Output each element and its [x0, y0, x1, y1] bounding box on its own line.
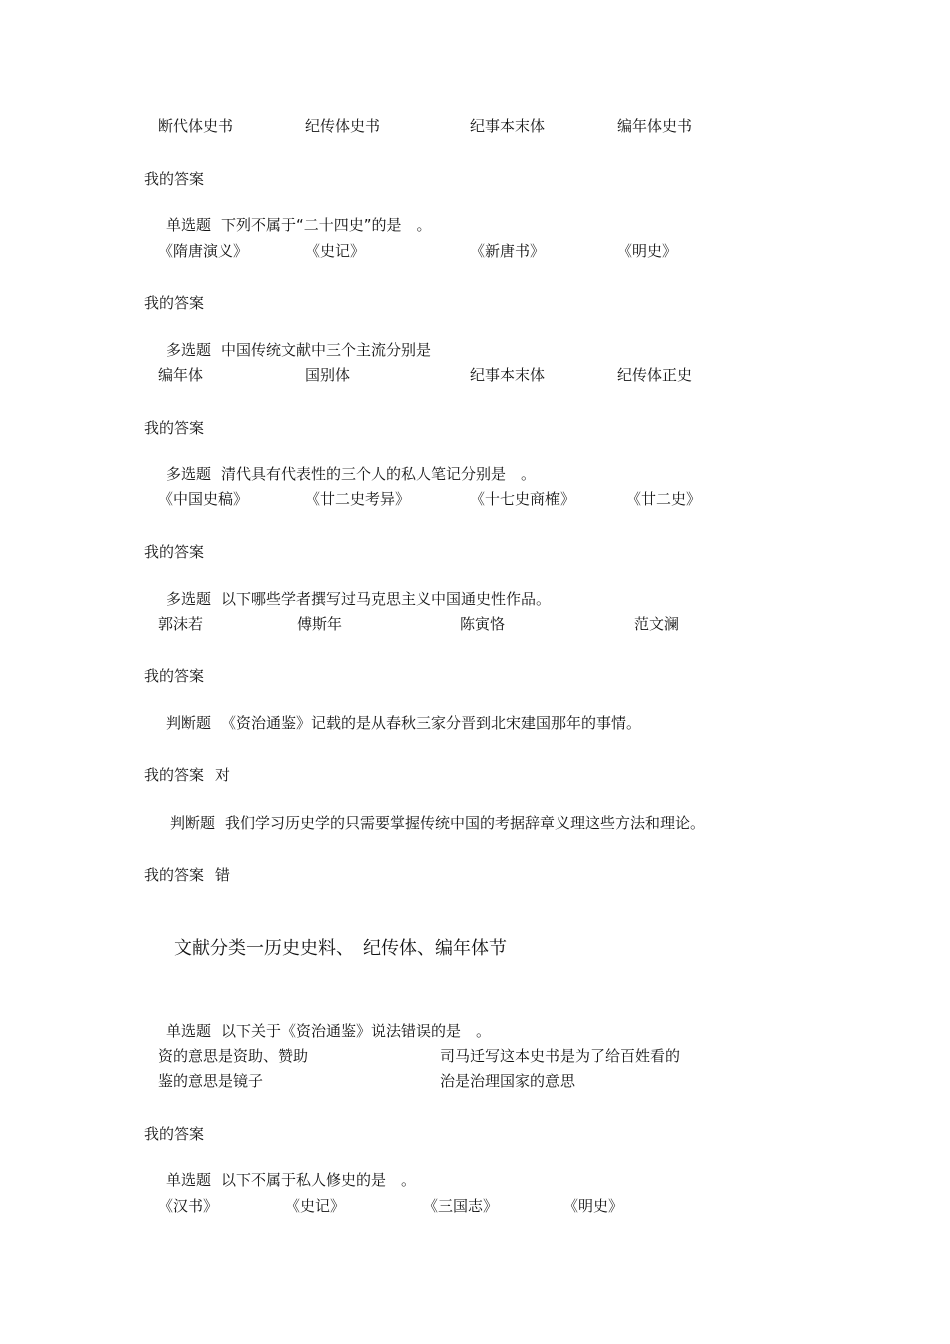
question-type: 多选题 — [166, 341, 212, 359]
option-d[interactable]: 编年体史书 — [617, 117, 693, 135]
option-b[interactable]: 《廿二史考异》 — [305, 490, 411, 508]
option-b[interactable]: 傅斯年 — [297, 615, 343, 633]
answer-label: 我的答案 — [144, 1125, 205, 1143]
option-c[interactable]: 陈寅恪 — [460, 615, 506, 633]
option-d[interactable]: 治是治理国家的意思 — [440, 1072, 576, 1090]
option-a[interactable]: 编年体 — [158, 366, 204, 384]
question-stem: 我们学习历史学的只需要掌握传统中国的考据辞章义理这些方法和理论。 — [225, 814, 706, 832]
option-a[interactable]: 断代体史书 — [158, 117, 234, 135]
answer-label: 我的答案 — [144, 170, 205, 188]
question-type: 判断题 — [170, 814, 216, 832]
answer-label: 我的答案 — [144, 766, 205, 784]
answer-label: 我的答案 — [144, 866, 205, 884]
option-c[interactable]: 《三国志》 — [423, 1197, 499, 1215]
option-d[interactable]: 《明史》 — [563, 1197, 624, 1215]
question-stem: 下列不属于“二十四史”的是 。 — [221, 216, 432, 234]
answer-value: 对 — [215, 766, 231, 784]
answer-label: 我的答案 — [144, 543, 205, 561]
question-stem: 《资治通鉴》记载的是从春秋三家分晋到北宋建国那年的事情。 — [221, 714, 642, 732]
answer-label: 我的答案 — [144, 667, 205, 685]
option-a[interactable]: 郭沫若 — [158, 615, 204, 633]
question-type: 单选题 — [166, 1022, 212, 1040]
answer-label: 我的答案 — [144, 294, 205, 312]
question-type: 单选题 — [166, 216, 212, 234]
option-d[interactable]: 《廿二史》 — [626, 490, 702, 508]
question-type: 单选题 — [166, 1171, 212, 1189]
question-stem: 以下不属于私人修史的是 。 — [221, 1171, 417, 1189]
option-c[interactable]: 鉴的意思是镜子 — [158, 1072, 264, 1090]
option-b[interactable]: 国别体 — [305, 366, 351, 384]
section-title: 文献分类一历史史料、 纪传体、编年体节 — [174, 938, 507, 959]
option-d[interactable]: 《明史》 — [617, 242, 678, 260]
question-type: 多选题 — [166, 465, 212, 483]
answer-value: 错 — [215, 866, 231, 884]
question-stem: 清代具有代表性的三个人的私人笔记分别是 。 — [221, 465, 537, 483]
option-a[interactable]: 《隋唐演义》 — [158, 242, 249, 260]
option-a[interactable]: 《汉书》 — [158, 1197, 219, 1215]
option-b[interactable]: 《史记》 — [305, 242, 366, 260]
question-type: 多选题 — [166, 590, 212, 608]
option-d[interactable]: 范文澜 — [634, 615, 680, 633]
option-c[interactable]: 《十七史商榷》 — [470, 490, 576, 508]
question-stem: 以下哪些学者撰写过马克思主义中国通史性作品。 — [221, 590, 552, 608]
option-b[interactable]: 《史记》 — [285, 1197, 346, 1215]
answer-label: 我的答案 — [144, 419, 205, 437]
option-c[interactable]: 《新唐书》 — [470, 242, 546, 260]
question-stem: 以下关于《资治通鉴》说法错误的是 。 — [221, 1022, 492, 1040]
option-a[interactable]: 《中国史稿》 — [158, 490, 249, 508]
option-c[interactable]: 纪事本末体 — [470, 117, 546, 135]
question-stem: 中国传统文献中三个主流分别是 — [221, 341, 432, 359]
option-b[interactable]: 纪传体史书 — [305, 117, 381, 135]
option-c[interactable]: 纪事本末体 — [470, 366, 546, 384]
question-type: 判断题 — [166, 714, 212, 732]
option-a[interactable]: 资的意思是资助、赞助 — [158, 1047, 309, 1065]
option-d[interactable]: 纪传体正史 — [617, 366, 693, 384]
option-b[interactable]: 司马迁写这本史书是为了给百姓看的 — [440, 1047, 681, 1065]
